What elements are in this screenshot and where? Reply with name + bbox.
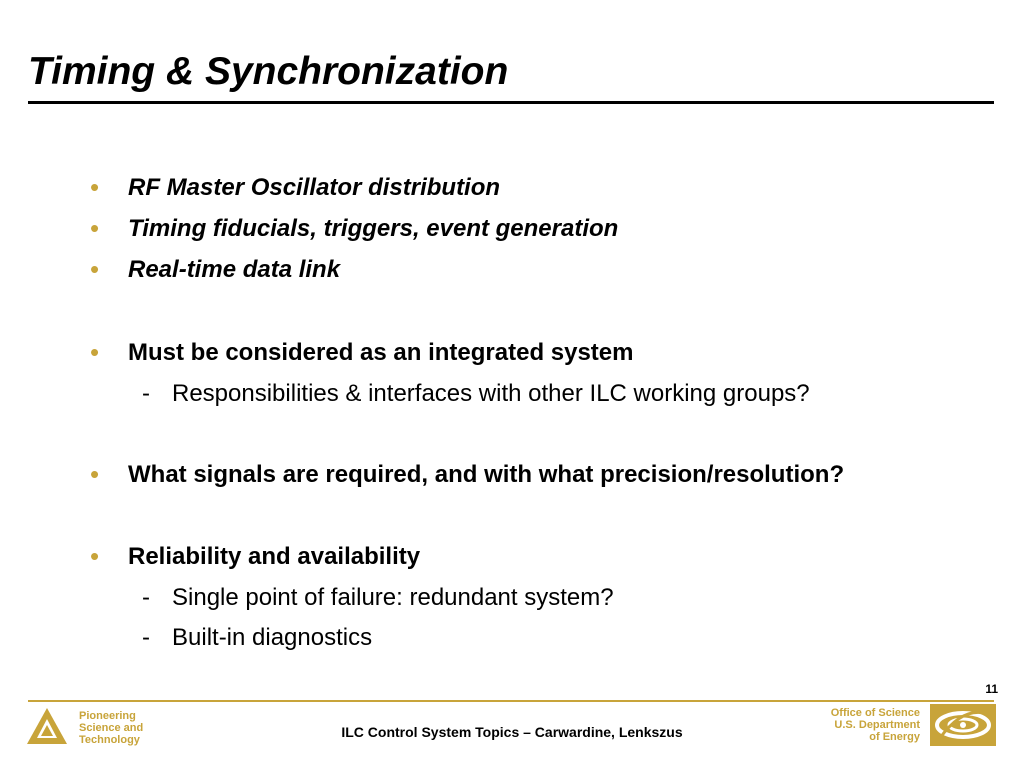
- footer-rule: [28, 700, 994, 702]
- doe-office-text: [831, 707, 920, 743]
- doe-line: U.S. Department: [834, 719, 920, 731]
- doe-logo-icon: [930, 704, 996, 746]
- bullet-text: What signals are required, and with what precision/resolution?: [128, 461, 845, 488]
- doe-line: of Energy: [869, 731, 920, 743]
- bullet-text: Must be considered as an integrated system: [128, 339, 634, 366]
- doe-line: Office of Science: [830, 707, 920, 719]
- page-number: 11: [985, 682, 998, 696]
- bullet-dot: •: [90, 337, 100, 367]
- title-rule: [28, 101, 994, 104]
- sub-bullet-dash: -: [142, 584, 150, 611]
- bullet-dot: •: [90, 254, 100, 284]
- sub-bullet-text: Built-in diagnostics: [172, 624, 373, 651]
- footer-title: ILC Control System Topics – Carwardine, Lenkszus: [341, 724, 683, 740]
- sub-bullet-text: Single point of failure: redundant system?: [172, 584, 614, 611]
- slide-title: Timing & Synchronization: [28, 50, 509, 93]
- sub-bullet-text: Responsibilities & interfaces with other ILC working groups?: [172, 380, 810, 407]
- tagline-line: Technology: [79, 734, 140, 746]
- bullet-dot: •: [90, 213, 100, 243]
- bullet-text: Timing fiducials, triggers, event generation: [128, 215, 619, 242]
- bullet-text: RF Master Oscillator distribution: [128, 174, 501, 201]
- bullet-dot: •: [90, 541, 100, 571]
- bullet-text: Reliability and availability: [128, 543, 421, 570]
- bullet-dot: •: [90, 172, 100, 202]
- tagline-line: Science and: [79, 722, 144, 734]
- sub-bullet-dash: -: [142, 380, 150, 407]
- bullet-text: Real-time data link: [128, 256, 341, 283]
- tagline-line: Pioneering: [79, 710, 136, 722]
- sub-bullet-dash: -: [142, 624, 150, 651]
- bullet-dot: •: [90, 459, 100, 489]
